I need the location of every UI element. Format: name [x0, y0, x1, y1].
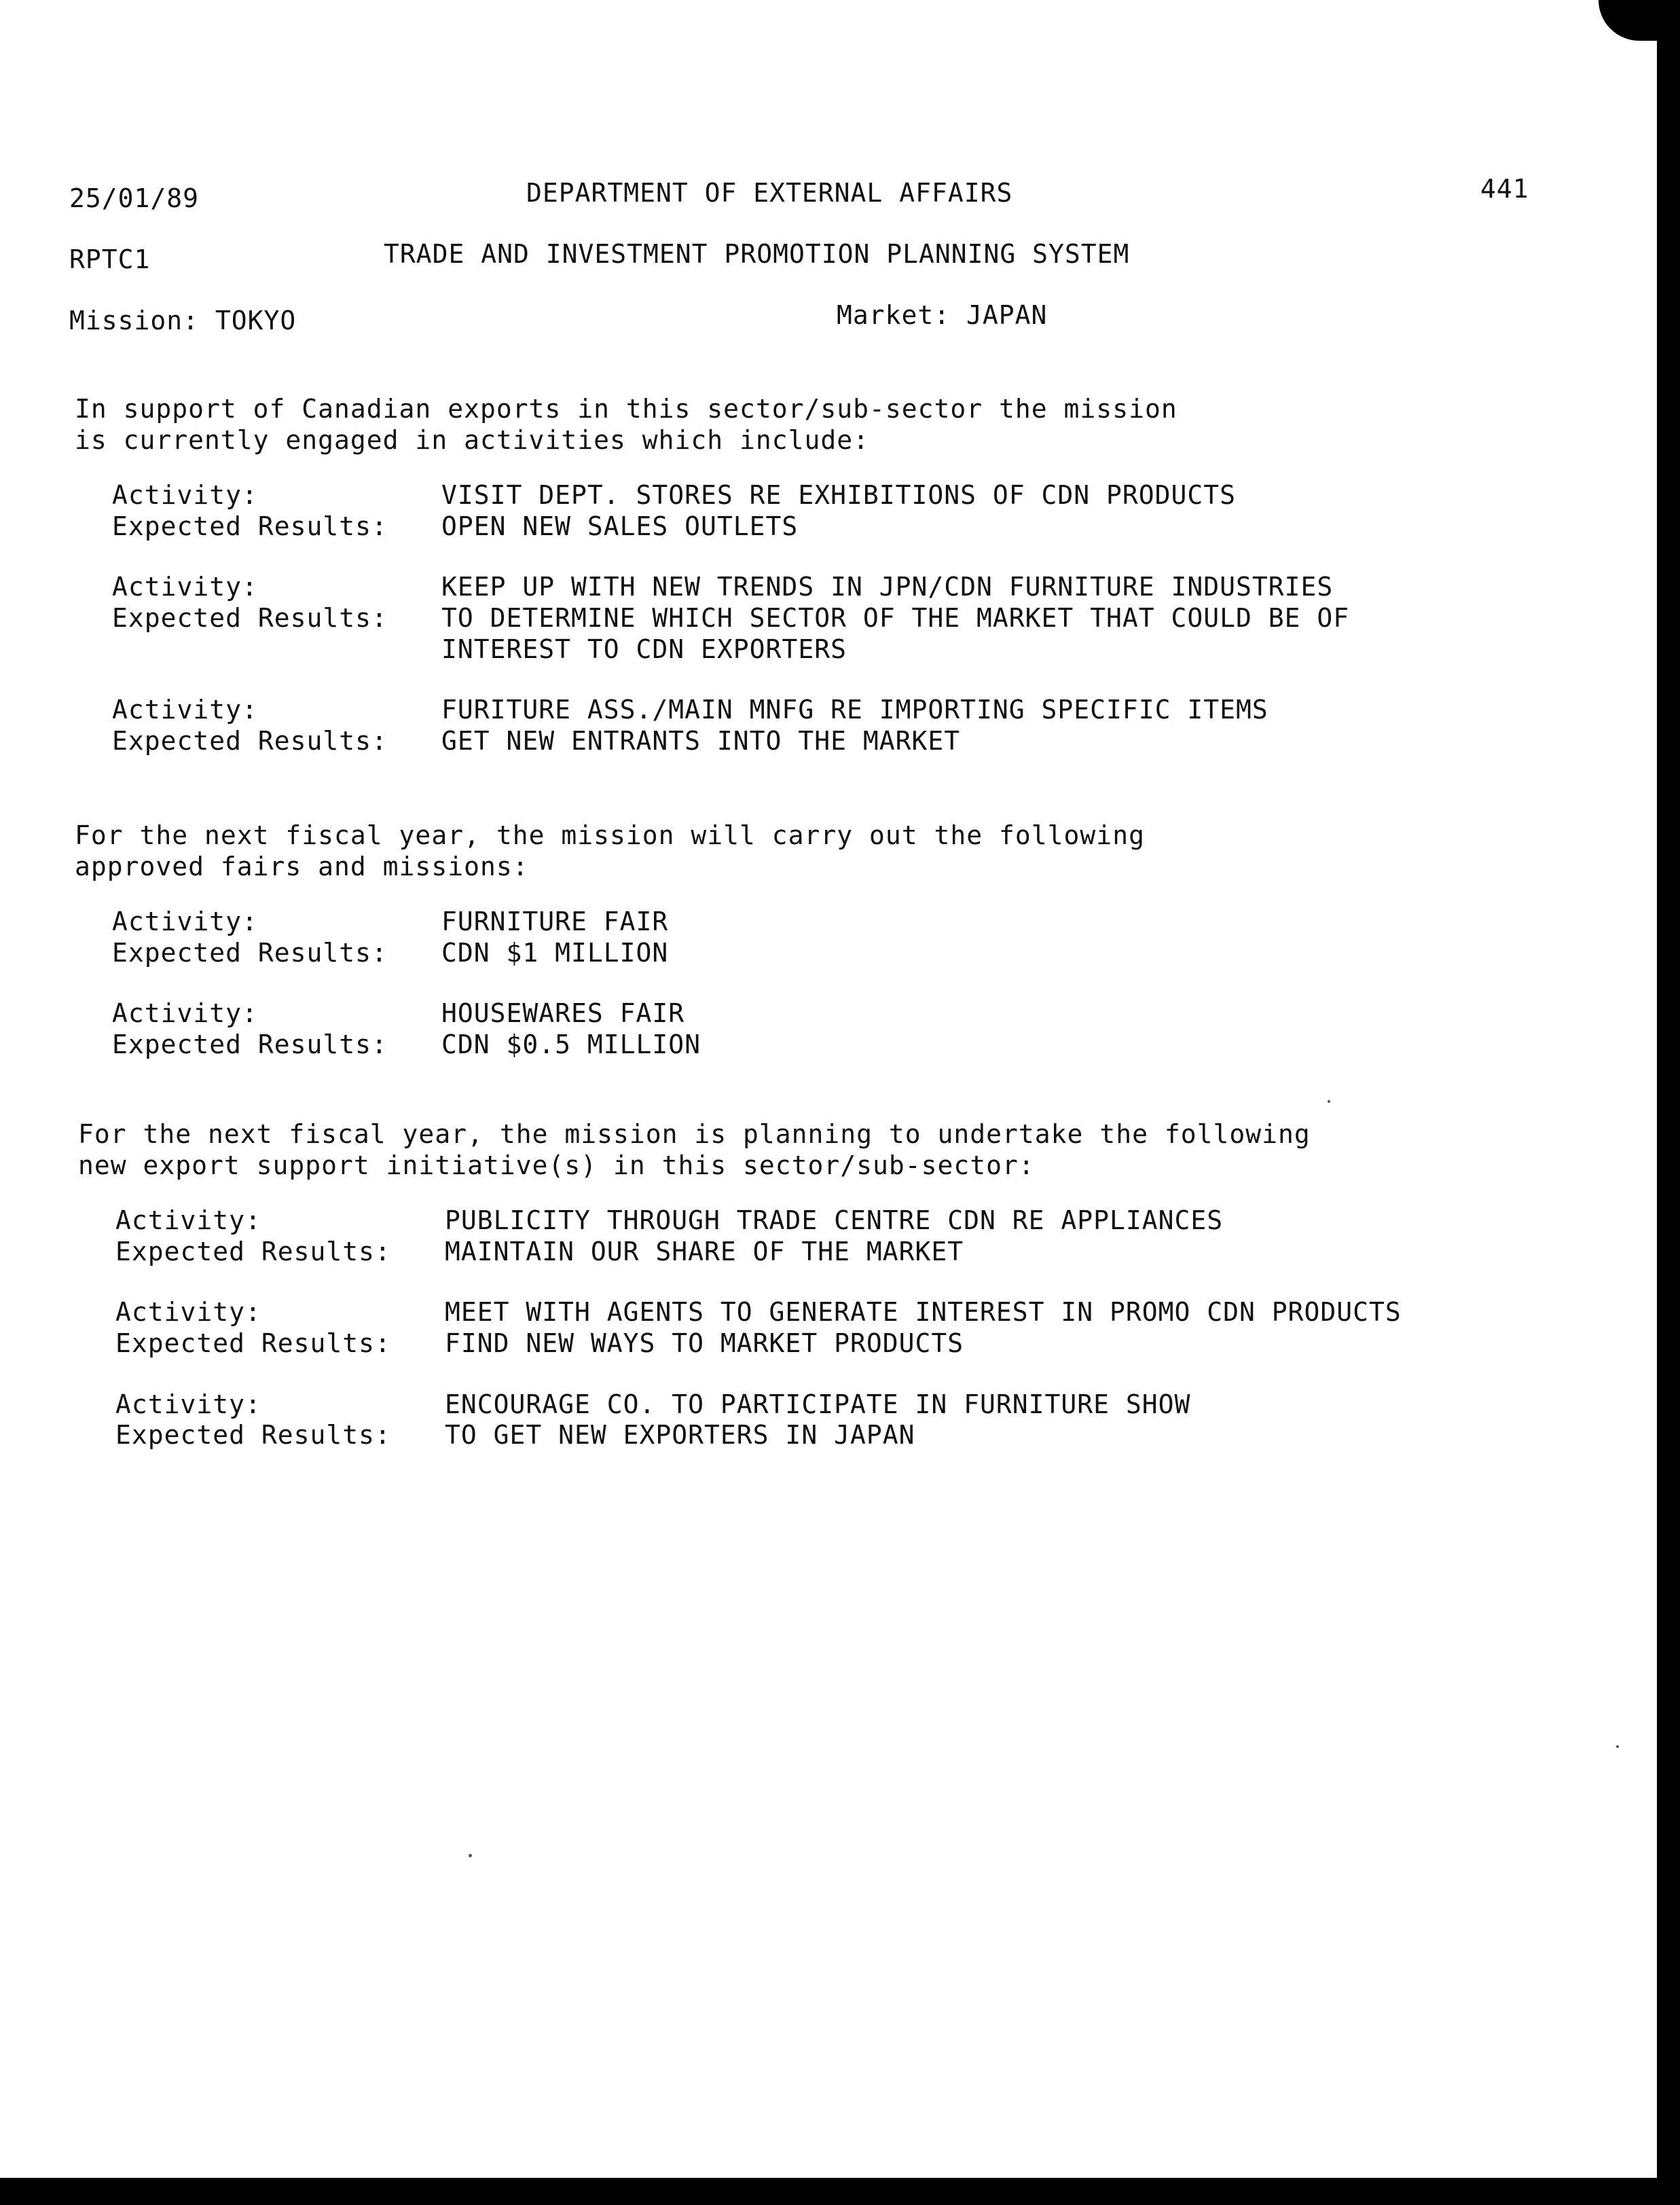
activity-entry	[115, 1389, 1504, 1451]
activity-value: VISIT DEPT. STORES RE EXHIBITIONS OF CDN PRODUCTS	[441, 480, 1237, 511]
section-intro-line: is currently engaged in activities which include:	[75, 424, 870, 455]
expected-results-label: Expected Results:	[112, 511, 388, 541]
mission-value: TOKYO	[215, 306, 297, 335]
activity-value: PUBLICITY THROUGH TRADE CENTRE CDN RE APPLIANCES	[445, 1205, 1224, 1236]
activity-label: Activity:	[112, 572, 258, 602]
activity-value: HOUSEWARES FAIR	[441, 998, 685, 1029]
activity-entry	[112, 480, 1501, 542]
activity-value: ENCOURAGE CO. TO PARTICIPATE IN FURNITURE SHOW	[445, 1389, 1191, 1419]
market-field	[837, 300, 1047, 331]
scan-speck	[469, 1854, 472, 1857]
mission-field	[69, 306, 296, 337]
department-title: DEPARTMENT OF EXTERNAL AFFAIRS	[526, 178, 1013, 208]
section-intro-line: For the next fiscal year, the mission will carry out the following	[75, 820, 1145, 850]
section-intro-line: new export support initiative(s) in this sector/sub-sector:	[78, 1150, 1035, 1180]
expected-results-value: TO GET NEW EXPORTERS IN JAPAN	[445, 1420, 915, 1451]
expected-results-label: Expected Results:	[115, 1420, 391, 1451]
section-intro-line: In support of Canadian exports in this sector/sub-sector the mission	[75, 394, 1177, 424]
expected-results-value: OPEN NEW SALES OUTLETS	[441, 511, 799, 541]
activity-label: Activity:	[112, 695, 258, 725]
expected-results-label: Expected Results:	[112, 725, 388, 756]
scan-speck	[1328, 1100, 1330, 1103]
activity-entry	[112, 907, 1501, 968]
report-date: 25/01/89	[69, 183, 200, 213]
expected-results-label: Expected Results:	[112, 937, 388, 968]
activity-label: Activity:	[115, 1389, 261, 1419]
section-approved-fairs	[75, 820, 1501, 1081]
activity-label: Activity:	[112, 998, 258, 1029]
scan-edge-right	[1657, 0, 1680, 2205]
section-current-activities	[75, 394, 1501, 777]
activity-entry	[112, 695, 1501, 757]
activity-label: Activity:	[115, 1205, 261, 1236]
activity-label: Activity:	[112, 907, 258, 937]
expected-results-value: FIND NEW WAYS TO MARKET PRODUCTS	[445, 1328, 964, 1358]
expected-results-label: Expected Results:	[115, 1328, 391, 1358]
activity-value: FURITURE ASS./MAIN MNFG RE IMPORTING SPECIFIC ITEMS	[441, 695, 1268, 725]
activity-entry	[115, 1205, 1504, 1267]
activity-value: FURNITURE FAIR	[441, 907, 669, 937]
section-intro-line: For the next fiscal year, the mission is planning to undertake the following	[78, 1119, 1311, 1149]
system-title: TRADE AND INVESTMENT PROMOTION PLANNING SYSTEM	[384, 239, 1130, 269]
activity-value: MEET WITH AGENTS TO GENERATE INTEREST IN PROMO CDN PRODUCTS	[445, 1297, 1402, 1328]
activity-entry	[115, 1297, 1504, 1359]
section-intro-line: approved fairs and missions:	[75, 851, 529, 881]
expected-results-label: Expected Results:	[115, 1236, 391, 1266]
section-new-initiatives	[78, 1119, 1504, 1472]
page-number: 441	[1480, 174, 1529, 204]
expected-results-label: Expected Results:	[112, 1029, 388, 1059]
expected-results-value: TO DETERMINE WHICH SECTOR OF THE MARKET THAT COULD BE OF	[441, 602, 1350, 633]
market-value: JAPAN	[966, 300, 1048, 330]
expected-results-value: GET NEW ENTRANTS INTO THE MARKET	[441, 725, 961, 756]
activity-entry	[112, 572, 1501, 665]
expected-results-value: MAINTAIN OUR SHARE OF THE MARKET	[445, 1236, 964, 1266]
activity-label: Activity:	[112, 480, 258, 511]
activity-label: Activity:	[115, 1297, 261, 1328]
scan-edge-corner	[1599, 0, 1680, 41]
scan-edge-bottom	[0, 2178, 1680, 2205]
market-label: Market:	[837, 300, 951, 330]
activity-entry	[112, 998, 1501, 1060]
expected-results-value: CDN $1 MILLION	[441, 937, 669, 968]
expected-results-label: Expected Results:	[112, 602, 388, 633]
activity-value: KEEP UP WITH NEW TRENDS IN JPN/CDN FURNITURE INDUSTRIES	[441, 572, 1334, 602]
mission-label: Mission:	[69, 306, 200, 335]
report-code: RPTC1	[69, 244, 151, 274]
scan-speck	[1616, 1745, 1619, 1748]
expected-results-value: CDN $0.5 MILLION	[441, 1029, 701, 1059]
expected-results-continued: INTEREST TO CDN EXPORTERS	[441, 634, 847, 664]
